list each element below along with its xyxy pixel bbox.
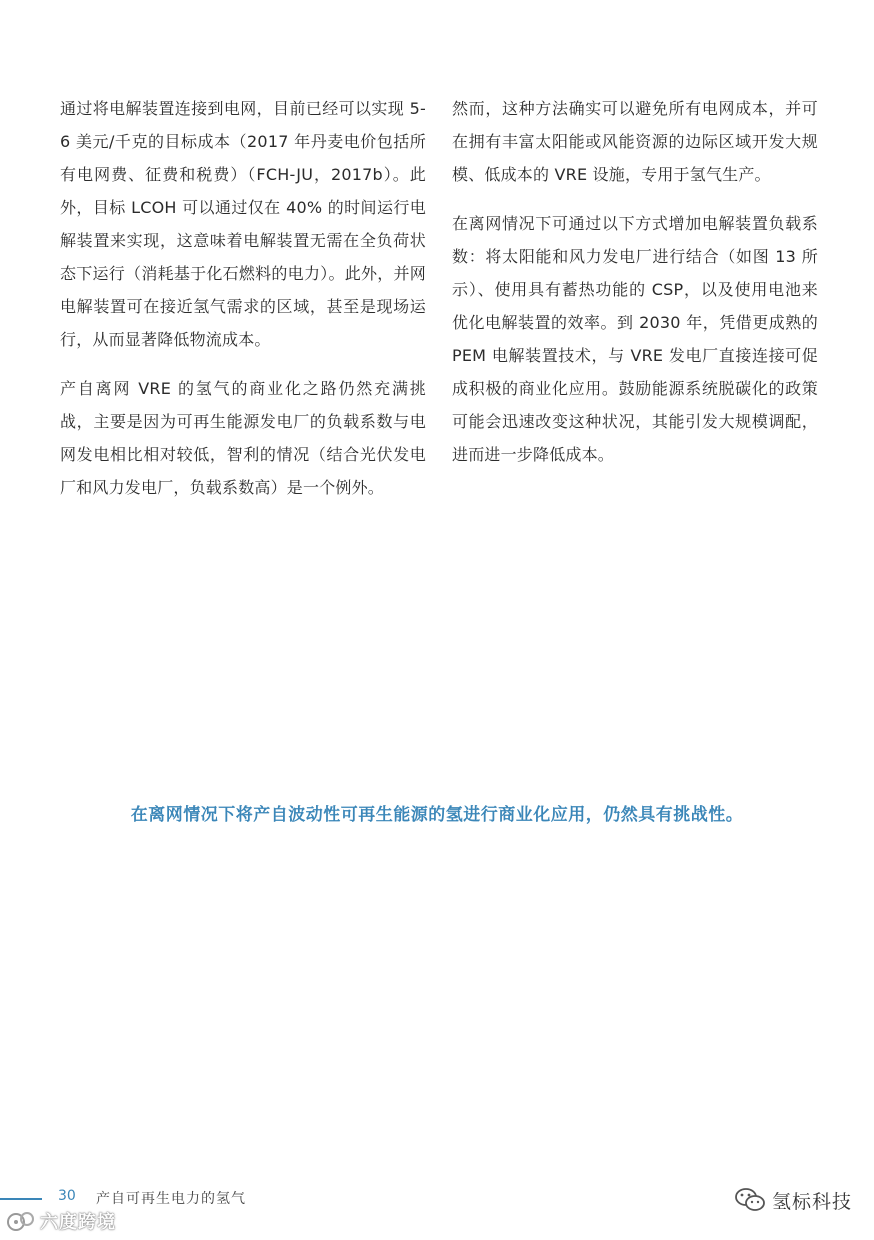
watermark-right [734,1186,852,1214]
watermark-right-text: 氢标科技 [771,1190,852,1213]
left-paragraph-1: 通过将电解装置连接到电网，目前已经可以实现 5-6 美元/千克的目标成本（2017 年丹麦电价包括所有电网费、征费和税费）（FCH-JU，2017b）。此外，目标 LCOH 可以通过仅在 40% 的时间运行电解装置来实现，这意味着电解装置无需在全负荷状态下运行（消耗基于化石燃料的电力）。此外，并网电解装置可在接近氢气需求的区域，甚至是现场运行，从而显著降低物流成本。 [60,99,426,349]
page-number: 30 [58,1188,76,1204]
watermark-logo-icon [6,1208,36,1234]
right-paragraph-1: 然而，这种方法确实可以避免所有电网成本，并可在拥有丰富太阳能或风能资源的边际区域开发大规模、低成本的 VRE 设施，专用于氢气生产。 [452,99,818,184]
watermark-left [6,1208,116,1234]
watermark-left-text: 六度跨境 [40,1212,116,1233]
left-column [60,92,426,520]
highlight-statement: 在离网情况下将产自波动性可再生能源的氢进行商业化应用，仍然具有挑战性。 [130,805,744,825]
right-paragraph-2: 在离网情况下可通过以下方式增加电解装置负载系数：将太阳能和风力发电厂进行结合（如图 13 所示）、使用具有蓄热功能的 CSP，以及使用电池来优化电解装置的效率。到 2030 年，凭借更成熟的 PEM 电解装置技术，与 VRE 发电厂直接连接可促成积极的商业化应用。鼓励能源系统脱碳化的政策可能会迅速改变这种状况，其能引发大规模调配，进而进一步降低成本。 [452,214,818,464]
right-column [452,92,818,487]
footer-title: 产自可再生电力的氢气 [96,1191,246,1207]
wechat-icon [734,1186,766,1214]
left-paragraph-2: 产自离网 VRE 的氢气的商业化之路仍然充满挑战，主要是因为可再生能源发电厂的负载系数与电网发电相比相对较低，智利的情况（结合光伏发电厂和风力发电厂，负载系数高）是一个例外。 [60,379,426,497]
footer-accent-line [0,1198,42,1200]
